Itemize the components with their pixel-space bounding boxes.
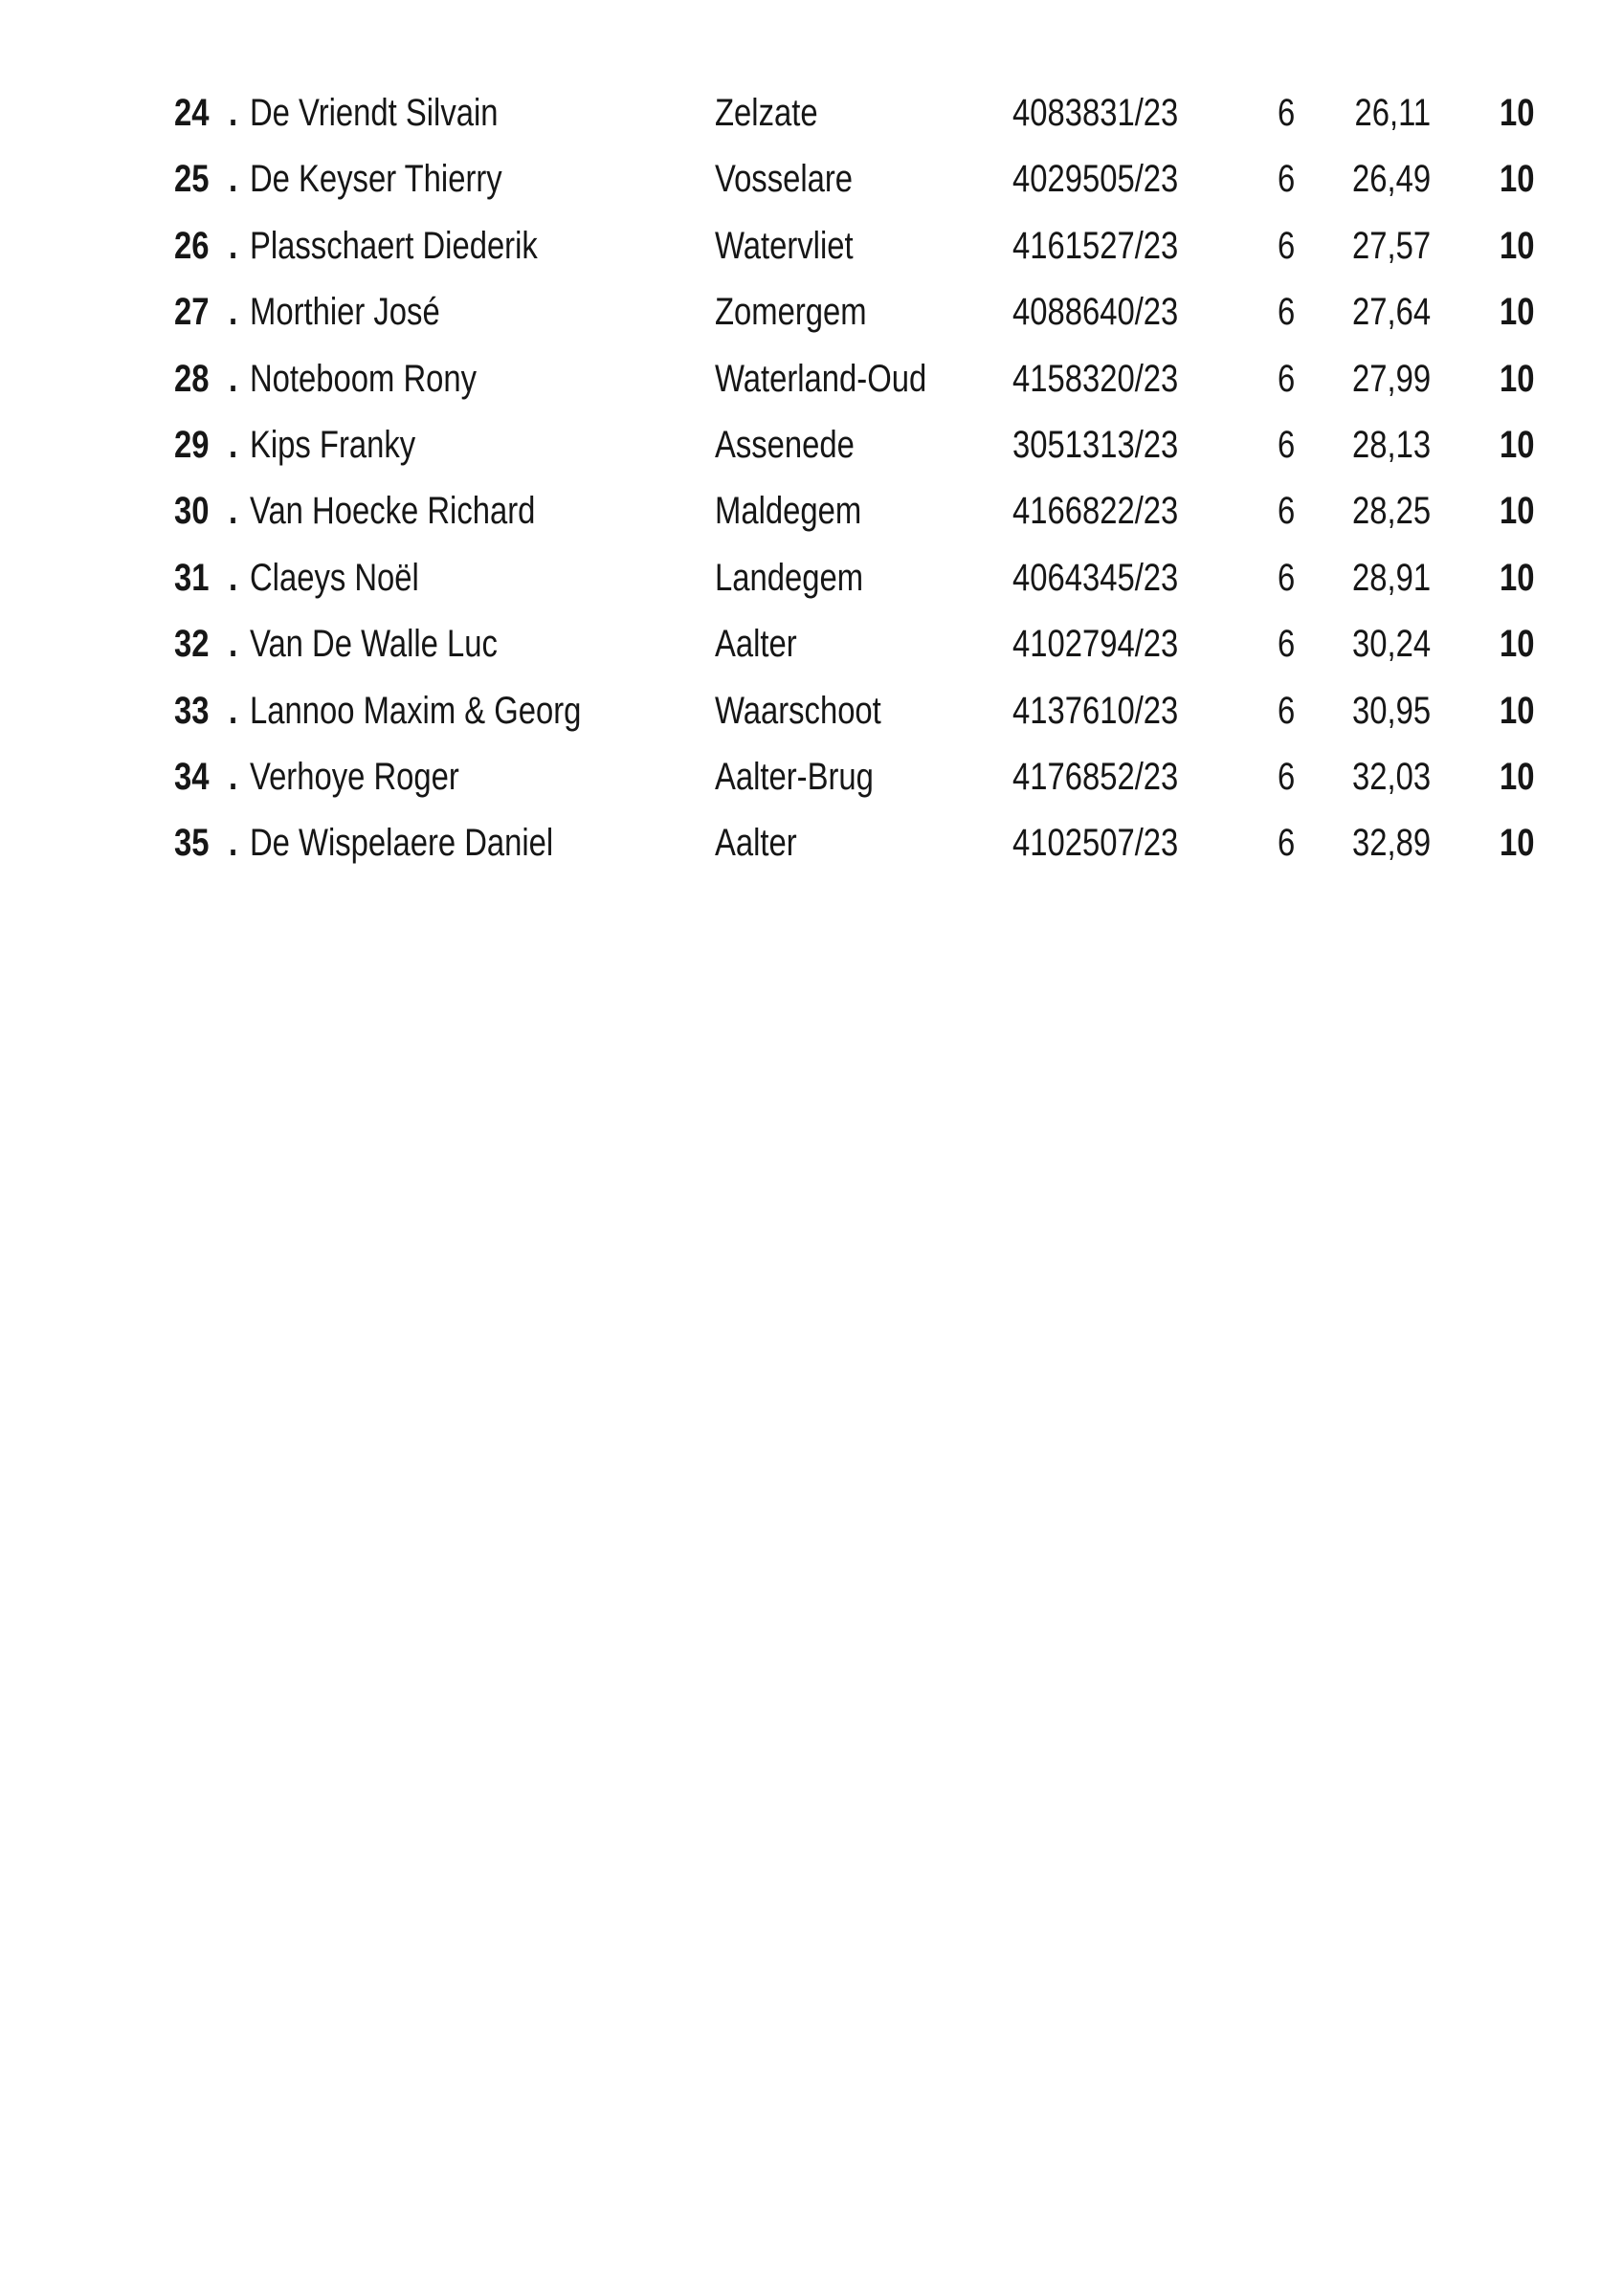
fancier-name-cell: Kips Franky	[250, 423, 416, 466]
rank-separator: .	[228, 291, 238, 334]
coefficient-cell: 26,11	[1354, 92, 1431, 134]
coefficient-cell: 30,24	[1351, 623, 1431, 666]
result-row	[0, 611, 1623, 677]
count-cell: 6	[1277, 623, 1296, 666]
result-row	[0, 545, 1623, 611]
points-cell: 10	[1500, 224, 1535, 267]
count-cell: 6	[1277, 158, 1296, 201]
column-gap	[1431, 279, 1500, 345]
ring-number-cell: 3051313/23	[1012, 423, 1179, 466]
coefficient-cell: 32,03	[1351, 755, 1431, 798]
column-gap	[1431, 810, 1500, 876]
column-gap	[1431, 611, 1500, 677]
column-gap	[1431, 478, 1500, 544]
rank-separator: .	[228, 689, 238, 732]
rank-separator: .	[228, 490, 238, 533]
locality-cell: Zelzate	[715, 92, 818, 134]
result-row	[0, 810, 1623, 876]
count-cell: 6	[1277, 291, 1296, 334]
ring-number-cell: 4158320/23	[1012, 357, 1179, 400]
points-cell: 10	[1500, 423, 1535, 466]
fancier-name-cell: Van Hoecke Richard	[250, 490, 536, 533]
count-cell: 6	[1277, 92, 1296, 134]
points-cell: 10	[1500, 755, 1535, 798]
locality-cell: Aalter	[715, 623, 797, 666]
fancier-name-cell: Claeys Noël	[250, 556, 419, 599]
fancier-name-cell: De Wispelaere Daniel	[250, 822, 554, 865]
rank-cell: 33	[174, 689, 210, 732]
coefficient-cell: 28,91	[1351, 556, 1431, 599]
rank-cell: 25	[174, 158, 210, 201]
locality-cell: Waterland-Oud	[715, 357, 927, 400]
count-cell: 6	[1277, 224, 1296, 267]
points-cell: 10	[1500, 689, 1535, 732]
column-gap	[1431, 412, 1500, 478]
result-row	[0, 744, 1623, 810]
fancier-name-cell: Lannoo Maxim & Georg	[250, 689, 582, 732]
coefficient-cell: 30,95	[1351, 689, 1431, 732]
locality-cell: Maldegem	[715, 490, 862, 533]
fancier-name-cell: Plasschaert Diederik	[250, 224, 538, 267]
result-row	[0, 279, 1623, 345]
rank-separator: .	[228, 822, 238, 865]
locality-cell: Aalter-Brug	[715, 755, 874, 798]
count-cell: 6	[1277, 822, 1296, 865]
points-cell: 10	[1500, 357, 1535, 400]
result-row	[0, 80, 1623, 146]
fancier-name-cell: Van De Walle Luc	[250, 623, 498, 666]
result-row	[0, 146, 1623, 212]
column-gap	[1431, 678, 1500, 744]
rank-cell: 27	[174, 291, 210, 334]
locality-cell: Aalter	[715, 822, 797, 865]
ring-number-cell: 4088640/23	[1012, 291, 1179, 334]
column-gap	[1431, 545, 1500, 611]
result-row	[0, 678, 1623, 744]
rank-separator: .	[228, 623, 238, 666]
fancier-name-cell: De Vriendt Silvain	[250, 92, 499, 134]
locality-cell: Assenede	[715, 423, 855, 466]
rank-separator: .	[228, 158, 238, 201]
ring-number-cell: 4102507/23	[1012, 822, 1179, 865]
coefficient-cell: 28,25	[1351, 490, 1431, 533]
points-cell: 10	[1500, 822, 1535, 865]
ring-number-cell: 4102794/23	[1012, 623, 1179, 666]
ring-number-cell: 4029505/23	[1012, 158, 1179, 201]
coefficient-cell: 32,89	[1351, 822, 1431, 865]
result-row	[0, 412, 1623, 478]
rank-cell: 29	[174, 423, 210, 466]
count-cell: 6	[1277, 357, 1296, 400]
ring-number-cell: 4166822/23	[1012, 490, 1179, 533]
fancier-name-cell: De Keyser Thierry	[250, 158, 502, 201]
rank-separator: .	[228, 755, 238, 798]
column-gap	[1431, 346, 1500, 412]
rank-separator: .	[228, 556, 238, 599]
count-cell: 6	[1277, 755, 1296, 798]
fancier-name-cell: Noteboom Rony	[250, 357, 478, 400]
points-cell: 10	[1500, 490, 1535, 533]
rank-cell: 30	[174, 490, 210, 533]
coefficient-cell: 28,13	[1351, 423, 1431, 466]
ring-number-cell: 4083831/23	[1012, 92, 1179, 134]
points-cell: 10	[1500, 92, 1535, 134]
rank-cell: 24	[174, 92, 210, 134]
rank-cell: 32	[174, 623, 210, 666]
count-cell: 6	[1277, 689, 1296, 732]
column-gap	[1431, 80, 1500, 146]
rank-cell: 26	[174, 224, 210, 267]
column-gap	[1431, 744, 1500, 810]
column-gap	[1431, 146, 1500, 212]
count-cell: 6	[1277, 556, 1296, 599]
rank-separator: .	[228, 357, 238, 400]
coefficient-cell: 27,99	[1351, 357, 1431, 400]
column-gap	[1431, 213, 1500, 279]
ring-number-cell: 4176852/23	[1012, 755, 1179, 798]
result-row	[0, 213, 1623, 279]
ring-number-cell: 4161527/23	[1012, 224, 1179, 267]
locality-cell: Vosselare	[715, 158, 854, 201]
rank-cell: 28	[174, 357, 210, 400]
ring-number-cell: 4064345/23	[1012, 556, 1179, 599]
rank-separator: .	[228, 423, 238, 466]
fancier-name-cell: Morthier José	[250, 291, 440, 334]
coefficient-cell: 26,49	[1351, 158, 1431, 201]
fancier-name-cell: Verhoye Roger	[250, 755, 459, 798]
coefficient-cell: 27,64	[1351, 291, 1431, 334]
rank-cell: 35	[174, 822, 210, 865]
count-cell: 6	[1277, 423, 1296, 466]
locality-cell: Waarschoot	[715, 689, 881, 732]
ring-number-cell: 4137610/23	[1012, 689, 1179, 732]
locality-cell: Watervliet	[715, 224, 854, 267]
rank-cell: 34	[174, 755, 210, 798]
count-cell: 6	[1277, 490, 1296, 533]
rank-separator: .	[228, 224, 238, 267]
points-cell: 10	[1500, 556, 1535, 599]
locality-cell: Zomergem	[715, 291, 867, 334]
rank-cell: 31	[174, 556, 210, 599]
points-cell: 10	[1500, 623, 1535, 666]
coefficient-cell: 27,57	[1351, 224, 1431, 267]
points-cell: 10	[1500, 158, 1535, 201]
results-table	[0, 80, 1623, 877]
result-row	[0, 478, 1623, 544]
result-row	[0, 346, 1623, 412]
rank-separator: .	[228, 92, 238, 134]
locality-cell: Landegem	[715, 556, 864, 599]
points-cell: 10	[1500, 291, 1535, 334]
